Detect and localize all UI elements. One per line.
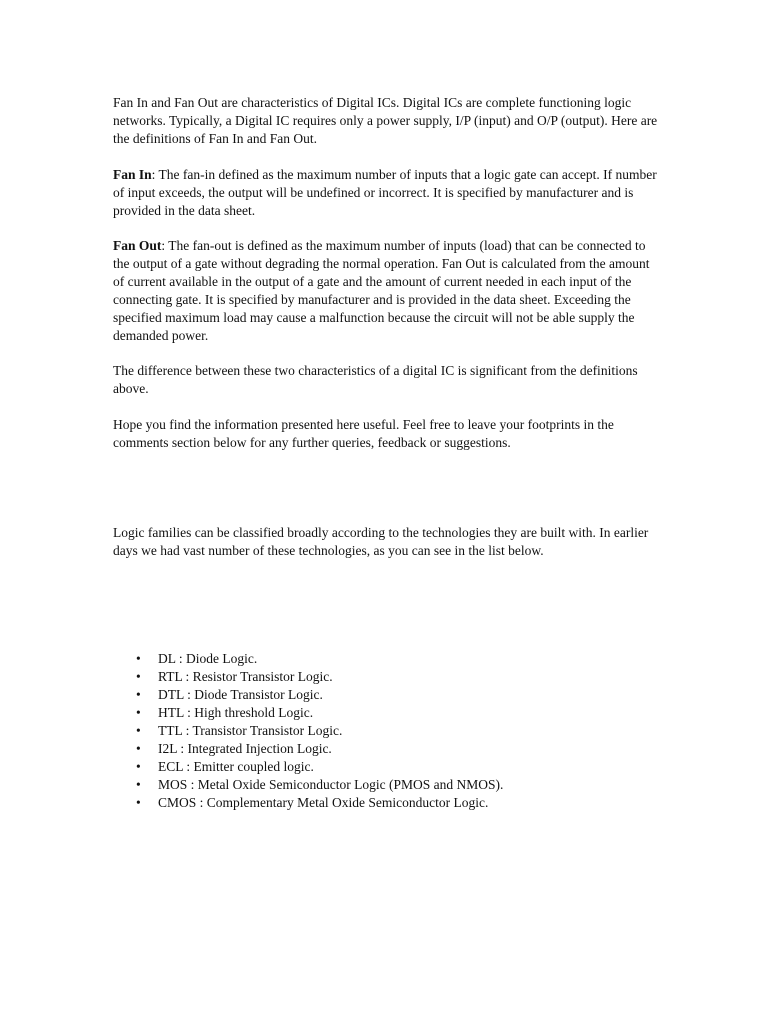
list-item-text: MOS : Metal Oxide Semiconductor Logic (PMOS and NMOS). [158,777,504,792]
bullet-icon: • [136,651,141,666]
bullet-icon: • [136,759,141,774]
list-item-text: I2L : Integrated Injection Logic. [158,741,332,756]
fan-out-term: Fan Out [113,238,162,253]
bullet-icon: • [136,723,141,738]
fan-out-definition: : The fan-out is defined as the maximum number of inputs (load) that can be connected to the output of a gate without degrading the normal operation. Fan Out is calculated from the amount of current available in the output of a gate and the amount of current needed in each input of the connecting gate. It is specified by manufacturer and is provided in the data sheet. Exceeding the specified maximum load may cause a malfunction because the circuit will not be able supply the demanded power. [113,238,650,343]
list-item-text: DL : Diode Logic. [158,651,258,666]
list-item-text: CMOS : Complementary Metal Oxide Semiconductor Logic. [158,795,489,810]
intro-paragraph: Fan In and Fan Out are characteristics of Digital ICs. Digital ICs are complete functioning logic networks. Typically, a Digital IC requires only a power supply, I/P (input) and O/P (output). Here are the definitions of Fan In and Fan Out. [113,95,658,146]
bullet-icon: • [136,777,141,792]
list-item [113,794,673,812]
bullet-icon: • [136,741,141,756]
list-item [113,758,673,776]
list-item [113,740,673,758]
list-item [113,668,673,686]
bullet-icon: • [136,705,141,720]
closing-paragraph: Hope you find the information presented here useful. Feel free to leave your footprints in the comments section below for any further queries, feedback or suggestions. [113,417,614,450]
list-item [113,650,673,668]
difference-paragraph: The difference between these two characteristics of a digital IC is significant from the definitions above. [113,363,638,396]
list-item-text: TTL : Transistor Transistor Logic. [158,723,343,738]
bullet-icon: • [136,795,141,810]
logic-families-intro: Logic families can be classified broadly according to the technologies they are built with. In earlier days we had vast number of these technologies, as you can see in the list below. [113,525,649,558]
list-item [113,776,673,794]
bullet-icon: • [136,687,141,702]
fan-out-paragraph [113,237,658,345]
fan-in-paragraph [113,166,658,220]
list-item-text: DTL : Diode Transistor Logic. [158,687,323,702]
list-item-text: ECL : Emitter coupled logic. [158,759,314,774]
fan-in-definition: : The fan-in defined as the maximum number of inputs that a logic gate can accept. If number of input exceeds, the output will be undefined or incorrect. It is specified by manufacturer and is provided in the data sheet. [113,167,657,218]
list-item [113,686,673,704]
fan-in-term: Fan In [113,167,152,182]
logic-families-list [113,650,673,812]
bullet-icon: • [136,669,141,684]
list-item [113,704,673,722]
list-item-text: RTL : Resistor Transistor Logic. [158,669,333,684]
list-item [113,722,673,740]
list-item-text: HTL : High threshold Logic. [158,705,314,720]
